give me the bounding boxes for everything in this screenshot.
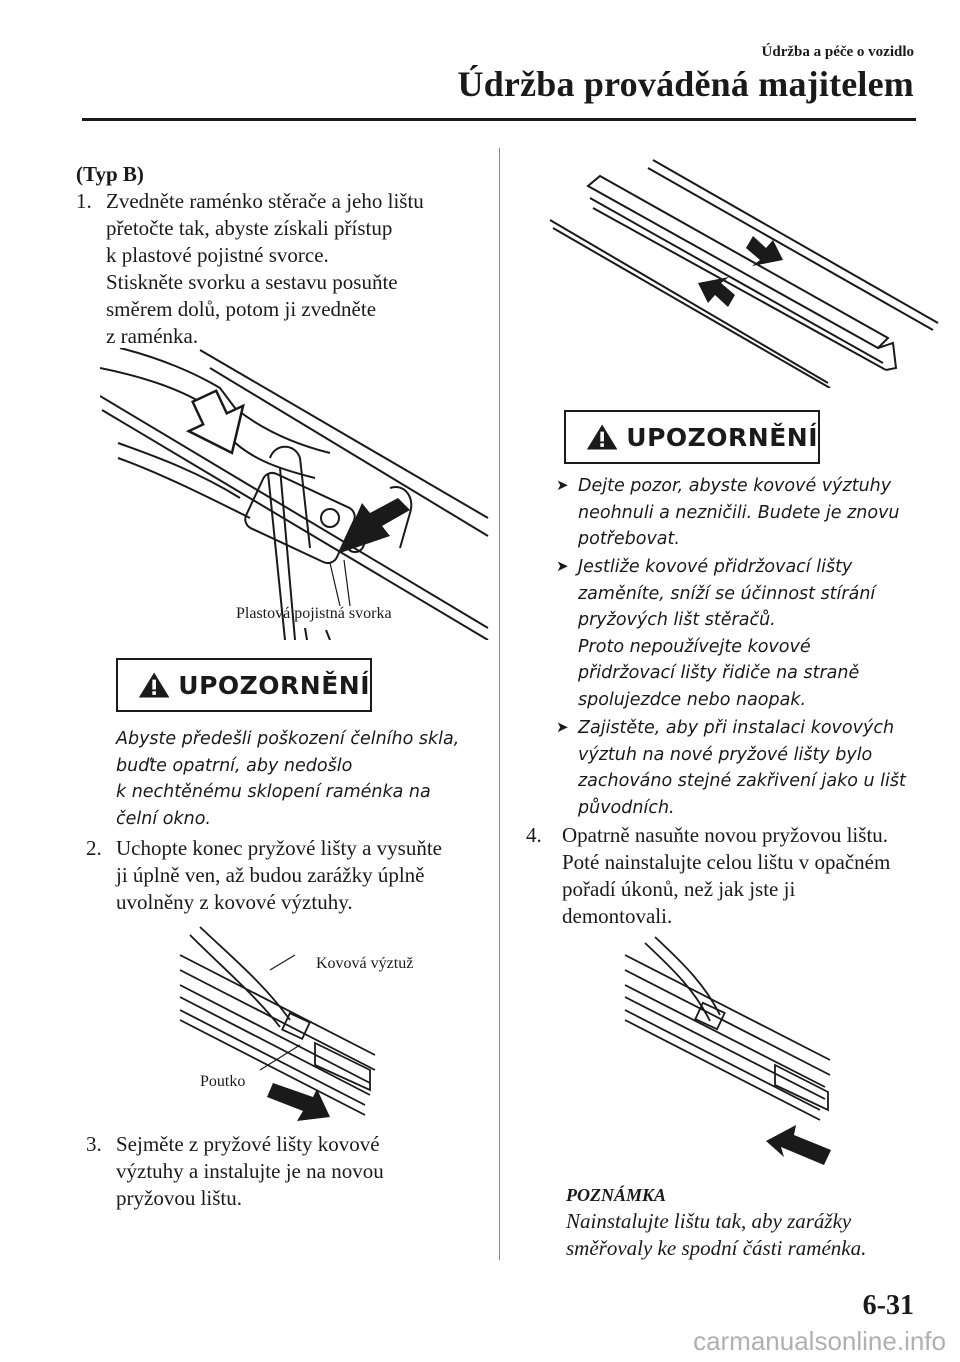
caution-label: UPOZORNĚNÍ: [178, 670, 370, 700]
figure-wiper-arm-clip: [100, 348, 490, 640]
text-line: původních.: [578, 797, 675, 818]
text-line: pryžovou lištu.: [116, 1186, 242, 1210]
text-line: čelní okno.: [116, 808, 211, 829]
text-line: Sejměte z pryžové lišty kovové: [116, 1132, 380, 1156]
text-line: uvolněny z kovové výztuhy.: [116, 890, 353, 914]
text-line: ji úplně ven, až budou zarážky úplně: [116, 863, 425, 887]
text-line: Proto nepoužívejte kovové: [578, 636, 811, 657]
figure-label-plastic-clip: Plastová pojistná svorka: [236, 605, 392, 622]
text-line: přetočte tak, abyste získali přístup: [106, 216, 393, 240]
caution-label: UPOZORNĚNÍ: [626, 422, 818, 452]
bullet-text: [578, 715, 906, 821]
type-heading: (Typ B): [76, 162, 144, 186]
text-line: Zvedněte raménko stěrače a jeho lištu: [106, 189, 424, 213]
text-line: pořadí úkonů, než jak jste ji: [562, 877, 796, 901]
caution-bullet: [556, 473, 936, 554]
text-line: výztuh na nové pryžové lišty bylo: [578, 744, 873, 765]
arrow-bullet-icon: ➤: [556, 718, 569, 736]
text-line: Jestliže kovové přidržovací lišty: [578, 557, 853, 577]
note-heading: POZNÁMKA: [566, 1185, 667, 1205]
step-3-text: [116, 1131, 384, 1212]
text-line: Poté nainstalujte celou lištu v opačném: [562, 850, 891, 874]
header-rule: [82, 118, 916, 121]
section-title: Údržba prováděná majitelem: [457, 64, 914, 104]
text-line: pryžových lišt stěračů.: [578, 610, 776, 630]
step-number: 3.: [86, 1132, 102, 1156]
figure-label-metal-support: Kovová výztuž: [316, 955, 414, 972]
column-divider: [499, 148, 500, 1260]
text-line: zachováno stejné zakřivení jako u lišt: [578, 771, 906, 791]
text-line: demontovali.: [562, 904, 673, 928]
text-line: k plastové pojistné svorce.: [106, 243, 329, 267]
caution-bullets: [556, 473, 936, 821]
text-line: směrem dolů, potom ji zvedněte: [106, 297, 377, 321]
text-line: k nechtěnému sklopení raménka na: [116, 782, 431, 802]
text-line: zaměníte, sníží se účinnost stírání: [578, 583, 876, 604]
bullet-text: [578, 473, 900, 553]
text-line: z raménka.: [106, 324, 199, 348]
text-line: Abyste předešli poškození čelního skla,: [116, 729, 460, 749]
text-line: směřovaly ke spodní části raménka.: [566, 1236, 867, 1260]
caution-box-right: [564, 410, 820, 464]
step-number: 1.: [76, 189, 92, 213]
text-line: Stiskněte svorku a sestavu posuňte: [106, 270, 398, 294]
text-line: buďte opatrní, aby nedošlo: [116, 755, 353, 776]
bullet-text: [578, 554, 875, 713]
arrow-bullet-icon: ➤: [556, 557, 569, 575]
figure-install-blade: [620, 935, 840, 1170]
text-line: výztuhy a instalujte je na novou: [116, 1159, 384, 1183]
watermark: carmanualsonline.info: [693, 1326, 946, 1356]
note-text: [566, 1208, 866, 1262]
caution-bullet: [556, 554, 936, 715]
section-title-small: Údržba a péče o vozidlo: [761, 44, 914, 60]
caution-box: [116, 658, 372, 712]
arrow-bullet-icon: ➤: [556, 476, 569, 494]
text-line: neohnuli a nezničili. Budete je znovu: [578, 502, 900, 523]
text-line: Nainstalujte lištu tak, aby zarážky: [566, 1209, 852, 1233]
warning-icon: [138, 669, 170, 701]
text-line: potřebovat.: [578, 529, 680, 549]
figure-label-tab: Poutko: [200, 1073, 246, 1090]
text-line: Opatrně nasuňte novou pryžovou lištu.: [562, 823, 889, 847]
step-4-text: [562, 822, 890, 930]
text-line: Dejte pozor, abyste kovové výztuhy: [578, 476, 892, 496]
step-number: 4.: [526, 823, 542, 847]
page-number: 6-31: [862, 1290, 914, 1321]
caution-bullet: [556, 715, 936, 821]
figure-remove-supports: [548, 158, 940, 388]
caution-text: [116, 726, 486, 832]
step-number: 2.: [86, 836, 102, 860]
warning-icon: [586, 421, 618, 453]
step-2-text: [116, 835, 442, 916]
text-line: spolujezdce nebo naopak.: [578, 689, 807, 710]
text-line: Zajistěte, aby při instalaci kovových: [578, 718, 895, 738]
text-line: Uchopte konec pryžové lišty a vysuňte: [116, 836, 442, 860]
text-line: přidržovací lišty řidiče na straně: [578, 663, 860, 683]
step-1-text: [106, 188, 424, 350]
